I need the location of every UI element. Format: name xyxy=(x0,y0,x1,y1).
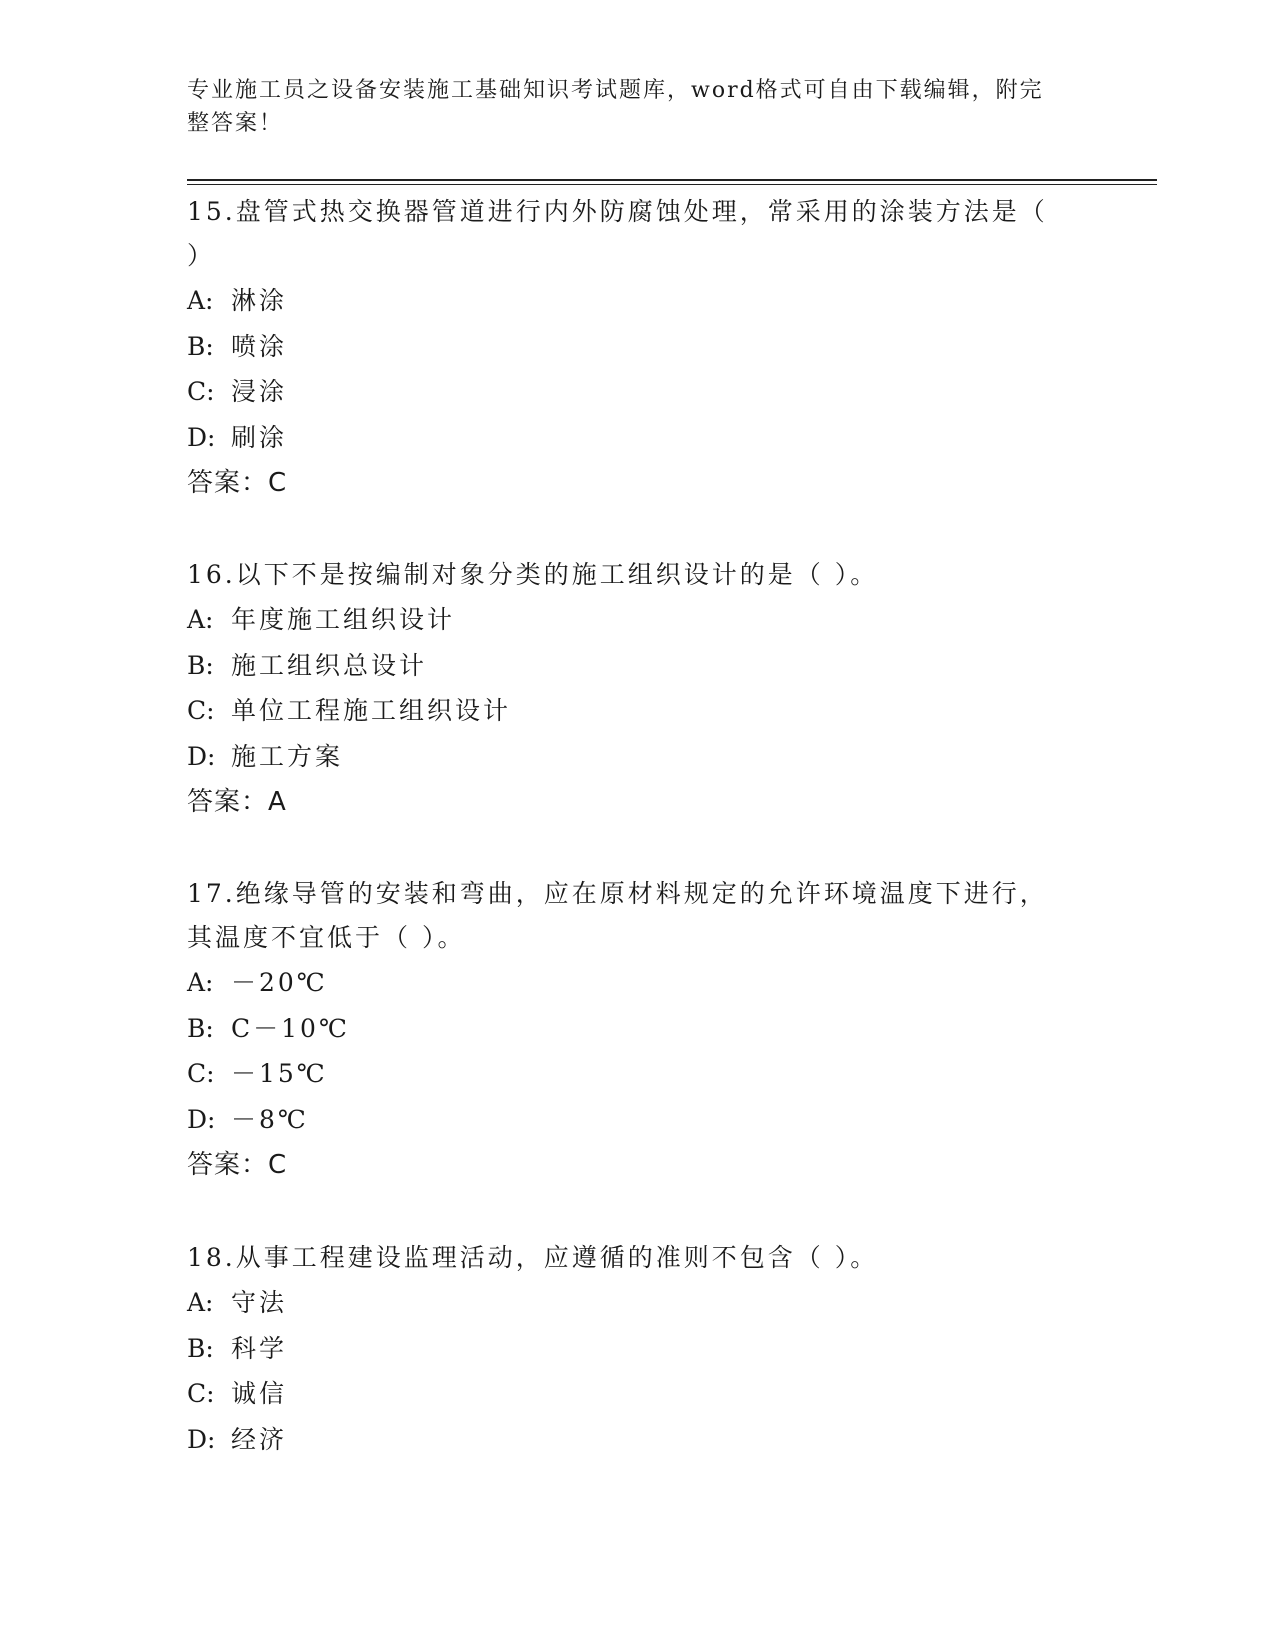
answer-label: 答案： xyxy=(187,468,269,498)
option-key: B: xyxy=(187,1333,214,1363)
option-key: B: xyxy=(187,331,214,361)
option-text: 诚信 xyxy=(231,1379,288,1408)
option-b xyxy=(187,1006,1067,1052)
option-key: C: xyxy=(187,377,215,406)
option-key: C: xyxy=(187,1379,215,1408)
answer-label: 答案： xyxy=(187,787,269,817)
option-d xyxy=(187,734,1067,780)
option-text: 喷涂 xyxy=(231,331,288,361)
option-key: A: xyxy=(187,605,214,634)
option-a xyxy=(187,960,1067,1006)
header-rule-thick xyxy=(187,179,1157,181)
question-15 xyxy=(187,190,1067,506)
question-17 xyxy=(187,872,1067,1188)
option-c xyxy=(187,1051,1067,1097)
option-text: 经济 xyxy=(231,1424,288,1454)
answer-line xyxy=(187,460,1067,506)
option-text: 年度施工组织设计 xyxy=(231,605,456,634)
option-key: D: xyxy=(187,1424,216,1454)
option-c xyxy=(187,1371,1067,1417)
option-d xyxy=(187,1097,1067,1143)
option-key: A: xyxy=(187,286,214,315)
option-a xyxy=(187,1280,1067,1326)
option-a xyxy=(187,278,1067,324)
option-key: D: xyxy=(187,1104,216,1134)
option-key: D: xyxy=(187,422,216,452)
answer-label: 答案： xyxy=(187,1150,269,1180)
option-text: －15℃ xyxy=(231,1059,328,1088)
option-key: A: xyxy=(187,1288,214,1317)
question-stem: 17.绝缘导管的安装和弯曲，应在原材料规定的允许环境温度下进行，其温度不宜低于（ ）。 xyxy=(187,879,1048,952)
option-a xyxy=(187,597,1067,643)
option-text: 科学 xyxy=(231,1333,288,1363)
option-key: C: xyxy=(187,696,215,725)
option-d xyxy=(187,415,1067,461)
option-key: D: xyxy=(187,741,216,771)
answer-value: A xyxy=(268,787,287,817)
option-text: 守法 xyxy=(231,1288,288,1317)
answer-value: C xyxy=(268,468,288,498)
option-text: 施工方案 xyxy=(231,741,344,771)
option-text: －8℃ xyxy=(231,1104,309,1134)
answer-line xyxy=(187,779,1067,825)
option-text: 施工组织总设计 xyxy=(231,650,428,680)
option-d xyxy=(187,1417,1067,1463)
document-header: 专业施工员之设备安装施工基础知识考试题库，word格式可自由下载编辑，附完整答案！ xyxy=(187,78,1044,136)
option-b xyxy=(187,324,1067,370)
question-stem: 15.盘管式热交换器管道进行内外防腐蚀处理，常采用的涂装方法是（ ） xyxy=(187,197,1048,270)
option-text: 刷涂 xyxy=(231,422,288,452)
option-key: C: xyxy=(187,1059,215,1088)
question-stem: 18.从事工程建设监理活动，应遵循的准则不包含（ ）。 xyxy=(187,1243,879,1272)
option-text: C－10℃ xyxy=(231,1013,350,1043)
option-c xyxy=(187,688,1067,734)
option-key: B: xyxy=(187,650,214,680)
option-text: 淋涂 xyxy=(231,286,288,315)
answer-value: C xyxy=(268,1150,288,1180)
question-stem: 16.以下不是按编制对象分类的施工组织设计的是（ ）。 xyxy=(187,560,879,589)
option-key: A: xyxy=(187,968,214,997)
header-rule-thin xyxy=(187,184,1157,185)
option-b xyxy=(187,1326,1067,1372)
question-16 xyxy=(187,553,1067,825)
option-text: 浸涂 xyxy=(231,377,288,406)
option-key: B: xyxy=(187,1013,214,1043)
option-text: 单位工程施工组织设计 xyxy=(231,696,512,725)
option-text: －20℃ xyxy=(231,968,328,997)
option-c xyxy=(187,369,1067,415)
answer-line xyxy=(187,1142,1067,1188)
option-b xyxy=(187,643,1067,689)
question-18 xyxy=(187,1236,1067,1462)
